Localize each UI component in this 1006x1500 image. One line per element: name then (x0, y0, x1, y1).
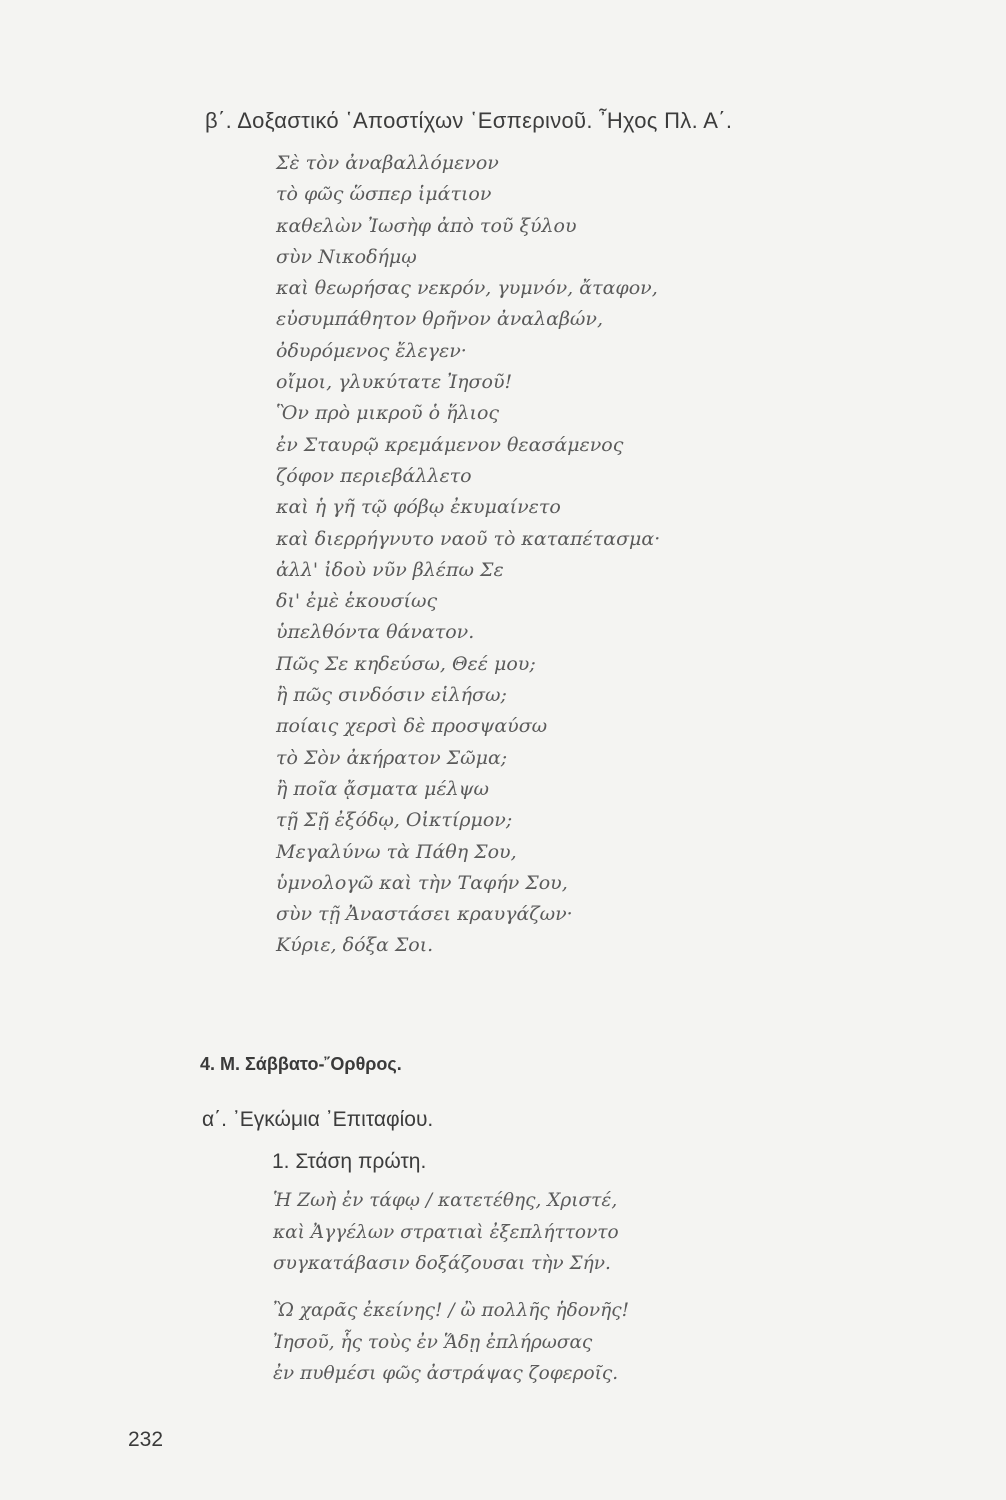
poem-line: τὸ Σὸν ἀκήρατον Σῶμα; (276, 746, 508, 769)
poem-line: δι' ἐμὲ ἑκουσίως (276, 590, 438, 613)
poem-line: τὸ φῶς ὥσπερ ἱμάτιον (276, 183, 492, 206)
hymn-heading-doxastikon: β΄. Δοξαστικό ῾Αποστίχων ῾Εσπερινοῦ. ῏Ηχος Πλ. Α΄. (205, 108, 733, 133)
stasis-heading: 1. Στάση πρώτη. (272, 1150, 427, 1173)
poem-line: Μεγαλύνω τὰ Πάθη Σου, (276, 840, 517, 863)
poem-line: Ὃν πρὸ μικροῦ ὁ ἥλιος (276, 402, 500, 425)
poem-line: καθελὼν Ἰωσὴφ ἀπὸ τοῦ ξύλου (276, 214, 577, 237)
poem-line: εὐσυμπάθητον θρῆνον ἀναλαβών, (276, 308, 604, 331)
hymn-heading-enkomia: α΄. ᾿Εγκώμια ᾿Επιταφίου. (202, 1108, 434, 1131)
stanza-line: ἐν πυθμέσι φῶς ἀστράψας ζοφεροῖς. (273, 1363, 619, 1384)
stanza-first (273, 1185, 619, 1280)
stanza-second (273, 1295, 629, 1390)
poem-line: οἴμοι, γλυκύτατε Ἰησοῦ! (276, 371, 513, 394)
poem-line: ἐν Σταυρῷ κρεμάμενον θεασάμενος (276, 433, 624, 456)
stanza-line: καὶ Ἀγγέλων στρατιαὶ ἐξεπλήττοντο (273, 1221, 619, 1243)
section-title: 4. Μ. Σάββατο-῎Ορθρος. (200, 1054, 402, 1074)
hymn-text-doxastikon (276, 148, 660, 962)
poem-line: ζόφον περιεβάλλετο (276, 464, 472, 487)
poem-line: ἢ πῶς σινδόσιν εἱλήσω; (276, 684, 507, 707)
poem-line: Κύριε, δόξα Σοι. (276, 934, 434, 957)
page-number: 232 (128, 1428, 164, 1451)
poem-line: ποίαις χερσὶ δὲ προσψαύσω (276, 715, 548, 738)
stanza-line: Ἡ Ζωὴ ἐν τάφῳ / κατετέθης, Χριστέ, (273, 1190, 618, 1211)
poem-line: καὶ ἡ γῆ τῷ φόβῳ ἐκυμαίνετο (276, 496, 561, 519)
poem-line: Πῶς Σε κηδεύσω, Θεέ μου; (276, 652, 536, 675)
stanza-line: Ἰησοῦ, ἧς τοὺς ἐν Ἅδῃ ἐπλήρωσας (273, 1331, 593, 1353)
poem-line: Σὲ τὸν ἀναβαλλόμενον (276, 152, 499, 174)
poem-line: ὀδυρόμενος ἔλεγεν· (276, 339, 467, 362)
stanza-line: Ὢ χαρᾶς ἐκείνης! / ὢ πολλῆς ἡδονῆς! (273, 1300, 629, 1321)
poem-line: ὑμνολογῶ καὶ τὴν Ταφήν Σου, (276, 871, 568, 894)
poem-line: σὺν Νικοδήμῳ (276, 245, 417, 268)
poem-line: ὑπελθόντα θάνατον. (276, 621, 475, 644)
stanza-line: συγκατάβασιν δοξάζουσαι τὴν Σήν. (273, 1253, 611, 1274)
poem-line: σὺν τῇ Ἀναστάσει κραυγάζων· (276, 903, 573, 926)
poem-line: ἀλλ' ἰδοὺ νῦν βλέπω Σε (276, 558, 504, 581)
poem-line: ἢ ποῖα ᾄσματα μέλψω (276, 777, 490, 800)
poem-line: καὶ θεωρήσας νεκρόν, γυμνόν, ἄταφον, (276, 277, 658, 300)
poem-line: τῇ Σῇ ἐξόδῳ, Οἰκτίρμον; (276, 809, 513, 832)
poem-line: καὶ διερρήγνυτο ναοῦ τὸ καταπέτασμα· (276, 527, 661, 550)
